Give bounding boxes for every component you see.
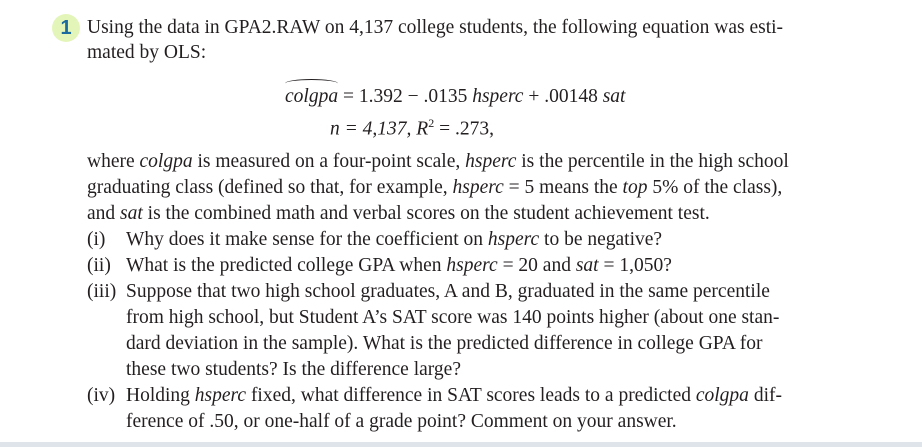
regression-stats: n = 4,137, $R^2 = .273$, <box>330 116 494 140</box>
intro-line-1: Using the data in GPA2.RAW on 4,137 college students, the following equation was esti- <box>87 17 784 38</box>
part-iv-line-2: ference of .50, or one-half of a grade point? Comment on your answer. <box>126 411 677 432</box>
regression-equation: colgpa = 1.392 − .0135 hsperc + .00148 sat <box>285 86 626 107</box>
part-ii-label: (ii) <box>87 255 111 276</box>
description-line-2: graduating class (defined so that, for example, hsperc = 5 means the top 5% of the class), <box>87 177 783 198</box>
part-iii-line-2: from high school, but Student A’s SAT score was 140 points higher (about one stan- <box>126 307 780 328</box>
part-iv-label: (iv) <box>87 385 116 406</box>
description-line-1: where colgpa is measured on a four-point scale, hsperc is the percentile in the high school <box>87 151 789 172</box>
description-line-3: and sat is the combined math and verbal scores on the student achievement test. <box>87 203 710 224</box>
page-bottom-border <box>0 442 922 447</box>
part-iii-line-3: dard deviation in the sample). What is the predicted difference in college GPA for <box>126 333 763 354</box>
part-iii-label: (iii) <box>87 281 117 302</box>
part-i-label: (i) <box>87 229 106 250</box>
part-ii-text: What is the predicted college GPA when hsperc = 20 and sat = 1,050? <box>126 255 672 276</box>
intro-line-2: mated by OLS: <box>87 42 207 63</box>
part-iii-line-1: Suppose that two high school graduates, A and B, graduated in the same percentile <box>126 281 770 302</box>
part-i-text: Why does it make sense for the coefficient on hsperc to be negative? <box>126 229 663 250</box>
part-iv-line-1: Holding hsperc fixed, what difference in SAT scores leads to a predicted colgpa dif- <box>126 385 782 406</box>
colgpa-hat: colgpa <box>285 86 339 107</box>
part-iii-line-4: these two students? Is the difference large? <box>126 359 461 380</box>
problem-number-badge: 1 <box>52 14 80 42</box>
